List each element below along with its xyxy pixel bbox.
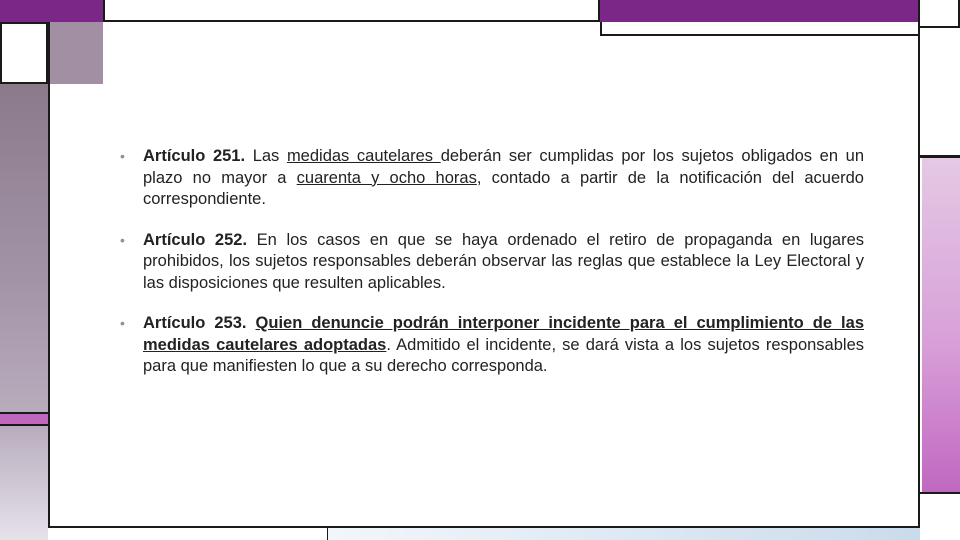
bottom-left-strip (48, 528, 328, 540)
article-list (120, 146, 864, 397)
article-253 (120, 313, 864, 378)
left-bottom-gradient (0, 426, 48, 540)
article-252 (120, 230, 864, 295)
text-run: cuarenta y ocho horas (296, 168, 477, 187)
right-bottom-box (920, 492, 960, 540)
text-run: deberán ser cumplidas por los sujetos obligados en un plazo no mayor a (143, 147, 864, 187)
top-frame-bar (103, 0, 600, 22)
left-purple-strip (0, 412, 48, 426)
right-gradient-panel (922, 158, 960, 492)
text-run: En los casos en que se haya ordenado el retiro de propaganda en lugares prohibidos, los sujetos responsables deberán observar las reglas que establece la Ley Electoral y las disposiciones que resulten aplicables. (143, 230, 864, 292)
bullet-icon: • (120, 315, 125, 331)
bullet-icon: • (120, 231, 125, 248)
bullet-icon: • (120, 148, 125, 164)
text-run: Las (245, 147, 287, 165)
top-right-purple-bar (600, 0, 918, 22)
article-253-text (143, 314, 864, 375)
article-251 (120, 146, 864, 211)
article-252-text (143, 231, 864, 292)
text-run: Artículo 253. (143, 314, 247, 332)
text-run: Artículo 251. (143, 147, 246, 165)
article-251-text (143, 147, 864, 208)
bottom-blue-gradient (328, 528, 920, 540)
text-run: , contado a partir de la notificación del acuerdo correspondiente. (143, 168, 864, 208)
top-left-purple-bar (0, 0, 103, 22)
text-run: Quien denuncie podrán interponer incidente para el cumplimiento de las medidas cautelares adoptadas (143, 314, 864, 354)
right-white-box (920, 28, 960, 156)
text-run: Artículo 252. (143, 230, 248, 249)
text-run: . Admitido el incidente, se dará vista a los sujetos responsables para que manifiesten lo que a su derecho corresponda. (143, 335, 864, 375)
text-run: medidas cautelares (286, 147, 441, 165)
top-right-corner-box (918, 0, 960, 28)
left-gradient-bar (0, 84, 48, 412)
left-top-white-box (0, 22, 48, 84)
text-run (246, 314, 255, 332)
